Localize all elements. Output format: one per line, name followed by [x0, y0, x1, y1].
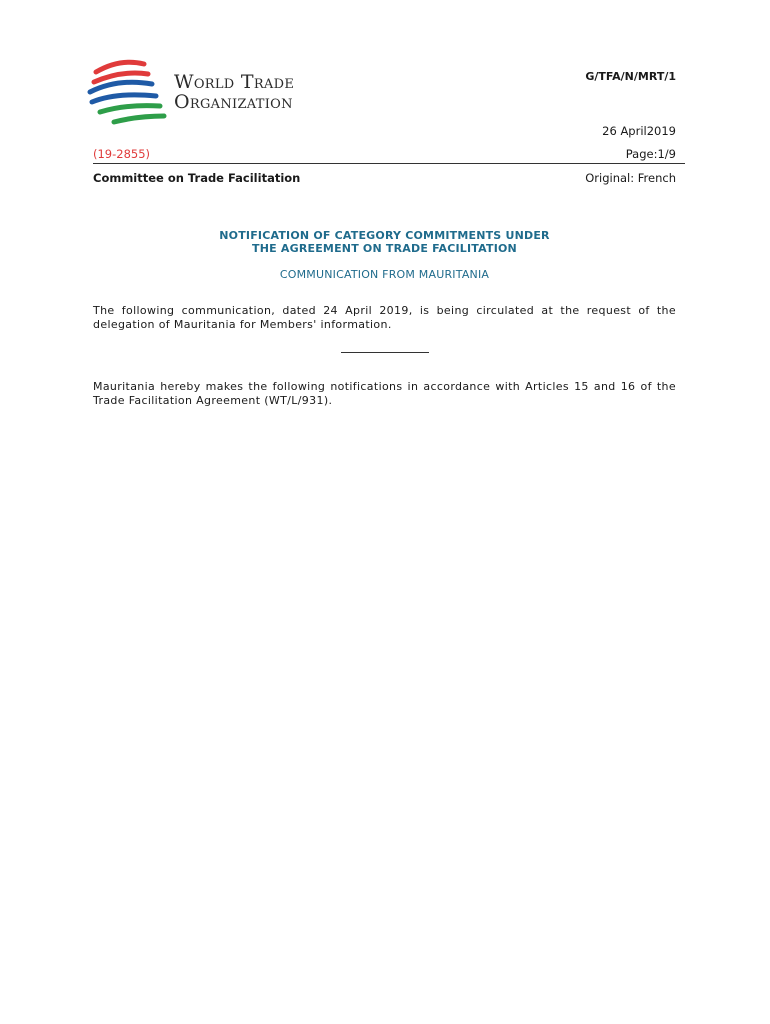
header-divider [93, 163, 685, 164]
title-line-1: NOTIFICATION OF CATEGORY COMMITMENTS UNDER [219, 229, 550, 242]
document-subtitle: COMMUNICATION FROM MAURITANIA [279, 268, 490, 281]
document-title [93, 229, 676, 255]
organization-name [174, 72, 294, 112]
committee-name: Committee on Trade Facilitation [93, 171, 301, 185]
title-line-2: THE AGREEMENT ON TRADE FACILITATION [252, 242, 517, 255]
wto-emblem-icon [86, 56, 170, 130]
intro-paragraph: The following communication, dated 24 April 2019, is being circulated at the request of the delegation of Mauritania for Members' information. [93, 304, 676, 331]
original-language: Original: French [585, 171, 676, 185]
section-separator [341, 352, 429, 353]
document-symbol: G/TFA/N/MRT/1 [585, 70, 676, 83]
page-number: Page:1/9 [625, 147, 676, 161]
org-name-line2: Organization [174, 91, 293, 113]
org-name-line1: World Trade [174, 71, 295, 93]
document-date: 26 April2019 [602, 124, 676, 138]
notification-paragraph: Mauritania hereby makes the following notifications in accordance with Articles 15 and 16 of the Trade Facilitation Agreement (WT/L/931). [93, 380, 676, 407]
reference-number: (19-2855) [93, 147, 151, 161]
wto-logo [86, 56, 336, 130]
